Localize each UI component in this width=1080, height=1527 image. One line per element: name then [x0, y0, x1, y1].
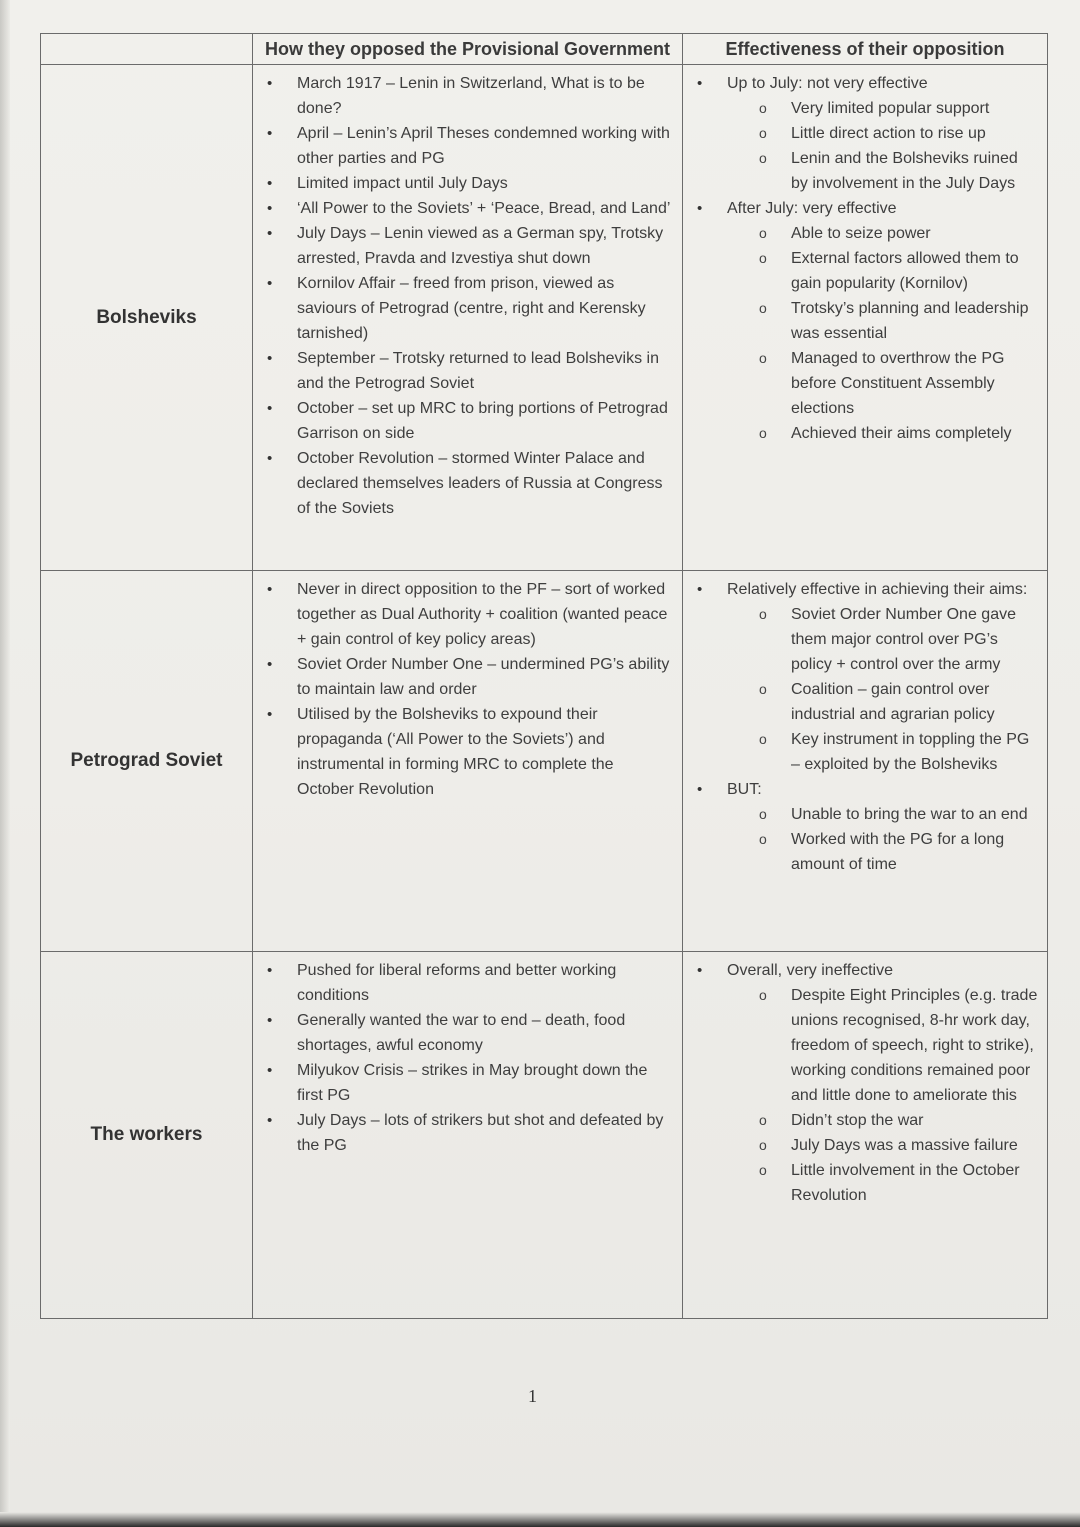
comparison-table — [40, 33, 1048, 1319]
opposed-cell — [253, 952, 683, 1319]
table-row-bolsheviks — [41, 65, 1048, 571]
list-item: • July Days – Lenin viewed as a German spy, Trotsky arrested, Pravda and Izvestiya shut down — [253, 221, 674, 271]
page-number: 1 — [528, 1386, 537, 1406]
sub-item: o July Days was a massive failure — [727, 1133, 1039, 1158]
list-item: • ‘All Power to the Soviets’ + ‘Peace, Bread, and Land’ — [253, 196, 674, 221]
list-item: • Soviet Order Number One – undermined PG’s ability to maintain law and order — [253, 652, 674, 702]
sub-list — [727, 983, 1039, 1208]
scan-shadow-left — [0, 0, 10, 1527]
list-item — [683, 577, 1039, 777]
opposed-cell — [253, 571, 683, 952]
effectiveness-cell — [683, 571, 1048, 952]
list-item: • March 1917 – Lenin in Switzerland, What is to be done? — [253, 71, 674, 121]
effectiveness-list — [683, 952, 1047, 1214]
list-item: • Limited impact until July Days — [253, 171, 674, 196]
group-label: Bolsheviks — [41, 65, 253, 571]
effectiveness-cell — [683, 65, 1048, 571]
list-item: • Pushed for liberal reforms and better working conditions — [253, 958, 674, 1008]
header-row — [41, 34, 1048, 65]
sub-item: o Key instrument in toppling the PG – exploited by the Bolsheviks — [727, 727, 1039, 777]
list-item-text: BUT: — [727, 781, 762, 798]
opposed-list — [253, 571, 682, 808]
sub-item: o Managed to overthrow the PG before Constituent Assembly elections — [727, 346, 1039, 421]
sub-item: o Unable to bring the war to an end — [727, 802, 1039, 827]
sub-list — [727, 96, 1039, 196]
sub-item: o Little involvement in the October Revolution — [727, 1158, 1039, 1208]
list-item-text: Relatively effective in achieving their aims: — [727, 581, 1028, 598]
list-item: • Kornilov Affair – freed from prison, viewed as saviours of Petrograd (centre, right and Kerensky tarnished) — [253, 271, 674, 346]
sub-item: o Achieved their aims completely — [727, 421, 1039, 446]
list-item: • September – Trotsky returned to lead Bolsheviks in and the Petrograd Soviet — [253, 346, 674, 396]
list-item: • Milyukov Crisis – strikes in May brought down the first PG — [253, 1058, 674, 1108]
sub-list — [727, 602, 1039, 777]
sub-item: o Soviet Order Number One gave them major control over PG’s policy + control over the army — [727, 602, 1039, 677]
sub-item: o External factors allowed them to gain popularity (Kornilov) — [727, 246, 1039, 296]
header-effectiveness: Effectiveness of their opposition — [683, 34, 1048, 65]
group-label: Petrograd Soviet — [41, 571, 253, 952]
group-label: The workers — [41, 952, 253, 1319]
sub-item: o Didn’t stop the war — [727, 1108, 1039, 1133]
list-item: • October – set up MRC to bring portions of Petrograd Garrison on side — [253, 396, 674, 446]
table-row-petrograd-soviet — [41, 571, 1048, 952]
sub-list — [727, 221, 1039, 446]
list-item: • April – Lenin’s April Theses condemned working with other parties and PG — [253, 121, 674, 171]
list-item: • Utilised by the Bolsheviks to expound their propaganda (‘All Power to the Soviets’) and instrumental in forming MRC to complete the October Revolution — [253, 702, 674, 802]
list-item-text: Overall, very ineffective — [727, 962, 893, 979]
effectiveness-list — [683, 571, 1047, 883]
sub-list — [727, 802, 1039, 877]
header-opposed: How they opposed the Provisional Government — [253, 34, 683, 65]
sub-item: o Worked with the PG for a long amount of time — [727, 827, 1039, 877]
list-item: • July Days – lots of strikers but shot and defeated by the PG — [253, 1108, 674, 1158]
header-group — [41, 34, 253, 65]
sub-item: o Despite Eight Principles (e.g. trade unions recognised, 8-hr work day, freedom of speech, right to strike), working conditions remained poor and little done to ameliorate this — [727, 983, 1039, 1108]
list-item — [683, 958, 1039, 1208]
sub-item: o Able to seize power — [727, 221, 1039, 246]
list-item — [683, 777, 1039, 877]
list-item-text: Up to July: not very effective — [727, 75, 928, 92]
sub-item: o Lenin and the Bolsheviks ruined by involvement in the July Days — [727, 146, 1039, 196]
sub-item: o Little direct action to rise up — [727, 121, 1039, 146]
list-item: • Generally wanted the war to end – death, food shortages, awful economy — [253, 1008, 674, 1058]
sub-item: o Coalition – gain control over industrial and agrarian policy — [727, 677, 1039, 727]
list-item — [683, 196, 1039, 446]
effectiveness-list — [683, 65, 1047, 452]
table-row-workers — [41, 952, 1048, 1319]
list-item — [683, 71, 1039, 196]
list-item: • October Revolution – stormed Winter Palace and declared themselves leaders of Russia at Congress of the Soviets — [253, 446, 674, 521]
sub-item: o Very limited popular support — [727, 96, 1039, 121]
sub-item: o Trotsky’s planning and leadership was essential — [727, 296, 1039, 346]
opposed-cell — [253, 65, 683, 571]
opposed-list — [253, 65, 682, 527]
list-item: • Never in direct opposition to the PF – sort of worked together as Dual Authority + coalition (wanted peace + gain control of key policy areas) — [253, 577, 674, 652]
effectiveness-cell — [683, 952, 1048, 1319]
opposed-list — [253, 952, 682, 1164]
list-item-text: After July: very effective — [727, 200, 897, 217]
scan-shadow-bottom — [0, 1512, 1080, 1527]
